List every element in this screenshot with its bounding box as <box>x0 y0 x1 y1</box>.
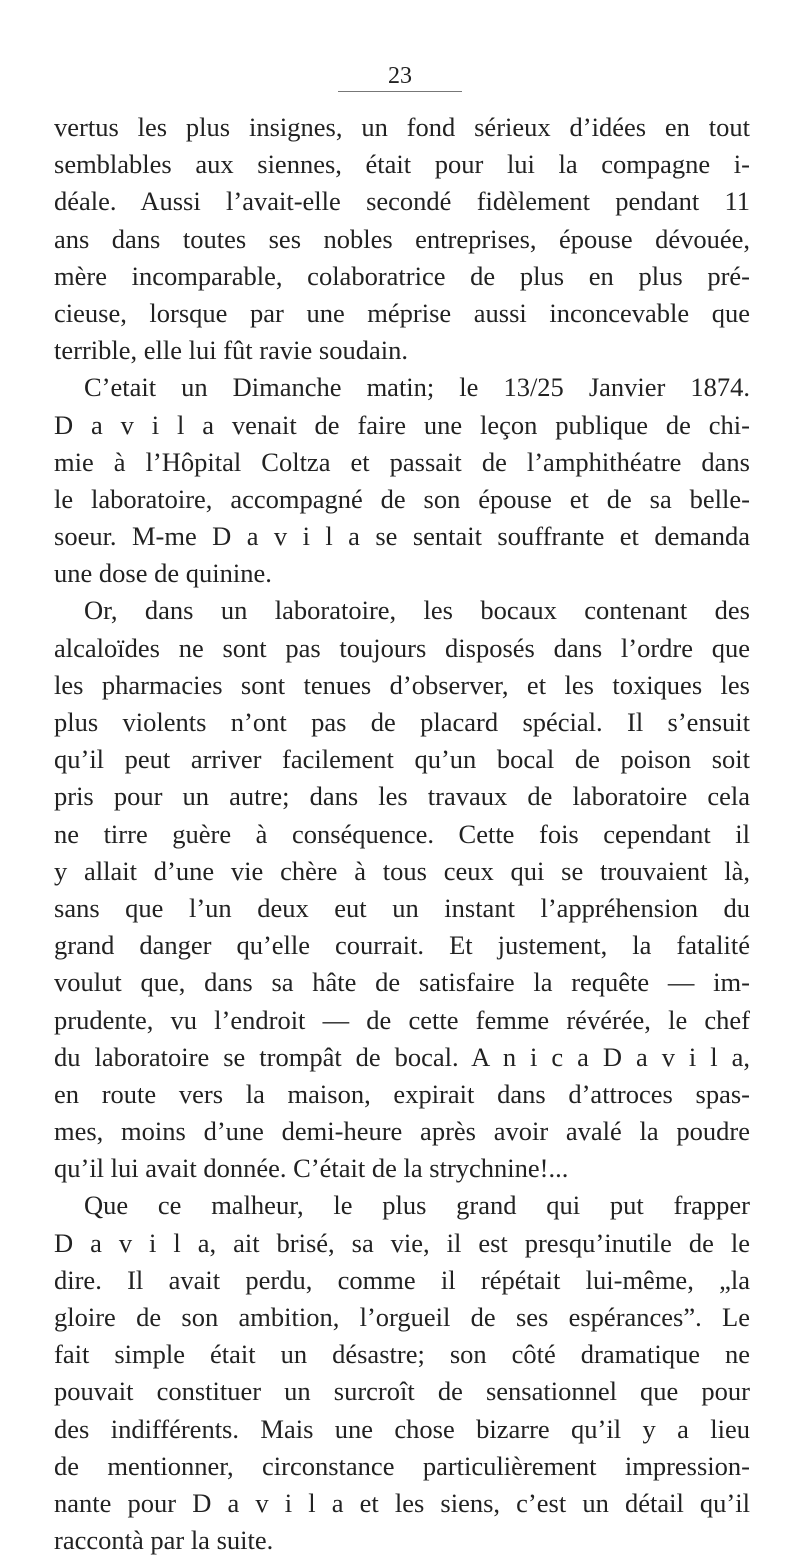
text-line: le laboratoire, accompagné de son épouse et de sa belle- <box>54 483 750 514</box>
text-line: dire. Il avait perdu, comme il répétait lui-même, „la <box>54 1264 750 1295</box>
text-line: déale. Aussi l’avait-elle secondé fidèlement pendant 11 <box>54 186 750 217</box>
text-line: alcaloïdes ne sont pas toujours disposés dans l’ordre que <box>54 632 750 663</box>
text-line: Que ce malheur, le plus grand qui put frapper <box>84 1190 750 1221</box>
text-line: prudente, vu l’endroit — de cette femme révérée, le chef <box>54 1004 750 1035</box>
text-line: les pharmacies sont tenues d’observer, et les toxiques les <box>54 669 750 700</box>
text-line: terrible, elle lui fût ravie soudain. <box>54 335 408 366</box>
text-line: D a v i l a, ait brisé, sa vie, il est presqu’inutile de le <box>54 1227 750 1258</box>
header-rule <box>338 91 462 92</box>
text-line: ans dans toutes ses nobles entreprises, épouse dévouée, <box>54 223 750 254</box>
text-line: cieuse, lorsque par une méprise aussi inconcevable que <box>54 297 750 328</box>
text-line: du laboratoire se trompât de bocal. A n i c a D a v i l a, <box>54 1041 750 1072</box>
text-line: voulut que, dans sa hâte de satisfaire la requête — im- <box>54 967 750 998</box>
text-line: qu’il lui avait donnée. C’était de la strychnine!... <box>54 1153 569 1184</box>
text-line: mes, moins d’une demi-heure après avoir avalé la poudre <box>54 1116 750 1147</box>
text-line: mère incomparable, colaboratrice de plus en plus pré- <box>54 260 750 291</box>
body-text <box>54 109 750 1559</box>
text-line: une dose de quinine. <box>54 558 272 589</box>
text-line: pris pour un autre; dans les travaux de laboratoire cela <box>54 781 750 812</box>
text-line: semblables aux siennes, était pour lui la compagne i- <box>54 149 750 180</box>
text-line: gloire de son ambition, l’orgueil de ses espérances”. Le <box>54 1302 750 1332</box>
text-line: sans que l’un deux eut un instant l’appréhension du <box>54 892 750 923</box>
text-line: grand danger qu’elle courrait. Et justement, la fatalité <box>54 930 750 961</box>
text-line: soeur. M-me D a v i l a se sentait souffrante et demanda <box>54 521 750 552</box>
text-line: plus violents n’ont pas de placard spécial. Il s’ensuit <box>54 707 750 737</box>
text-line: ne tirre guère à conséquence. Cette fois cependant il <box>54 818 750 849</box>
text-line: fait simple était un désastre; son côté dramatique ne <box>54 1339 750 1370</box>
text-line: raccontà par la suite. <box>54 1525 274 1556</box>
text-line: mie à l’Hôpital Coltza et passait de l’amphithéatre dans <box>54 446 750 477</box>
text-line: D a v i l a venait de faire une leçon publique de chi- <box>54 409 750 440</box>
text-line: en route vers la maison, expirait dans d’attroces spas- <box>54 1078 750 1109</box>
text-line: de mentionner, circonstance particulièrement impression- <box>54 1450 750 1481</box>
text-line: qu’il peut arriver facilement qu’un bocal de poison soit <box>54 744 750 775</box>
page-number: 23 <box>388 63 412 89</box>
text-line: y allait d’une vie chère à tous ceux qui se trouvaient là, <box>54 855 750 886</box>
text-line: Or, dans un laboratoire, les bocaux contenant des <box>84 595 750 626</box>
text-line: vertus les plus insignes, un fond sérieux d’idées en tout <box>54 112 750 142</box>
text-line: nante pour D a v i l a et les siens, c’est un détail qu’il <box>54 1487 750 1518</box>
text-line: pouvait constituer un surcroît de sensationnel que pour <box>54 1376 750 1407</box>
text-line: des indifférents. Mais une chose bizarre qu’il y a lieu <box>54 1413 750 1444</box>
text-line: C’etait un Dimanche matin; le 13/25 Janvier 1874. <box>84 372 750 403</box>
